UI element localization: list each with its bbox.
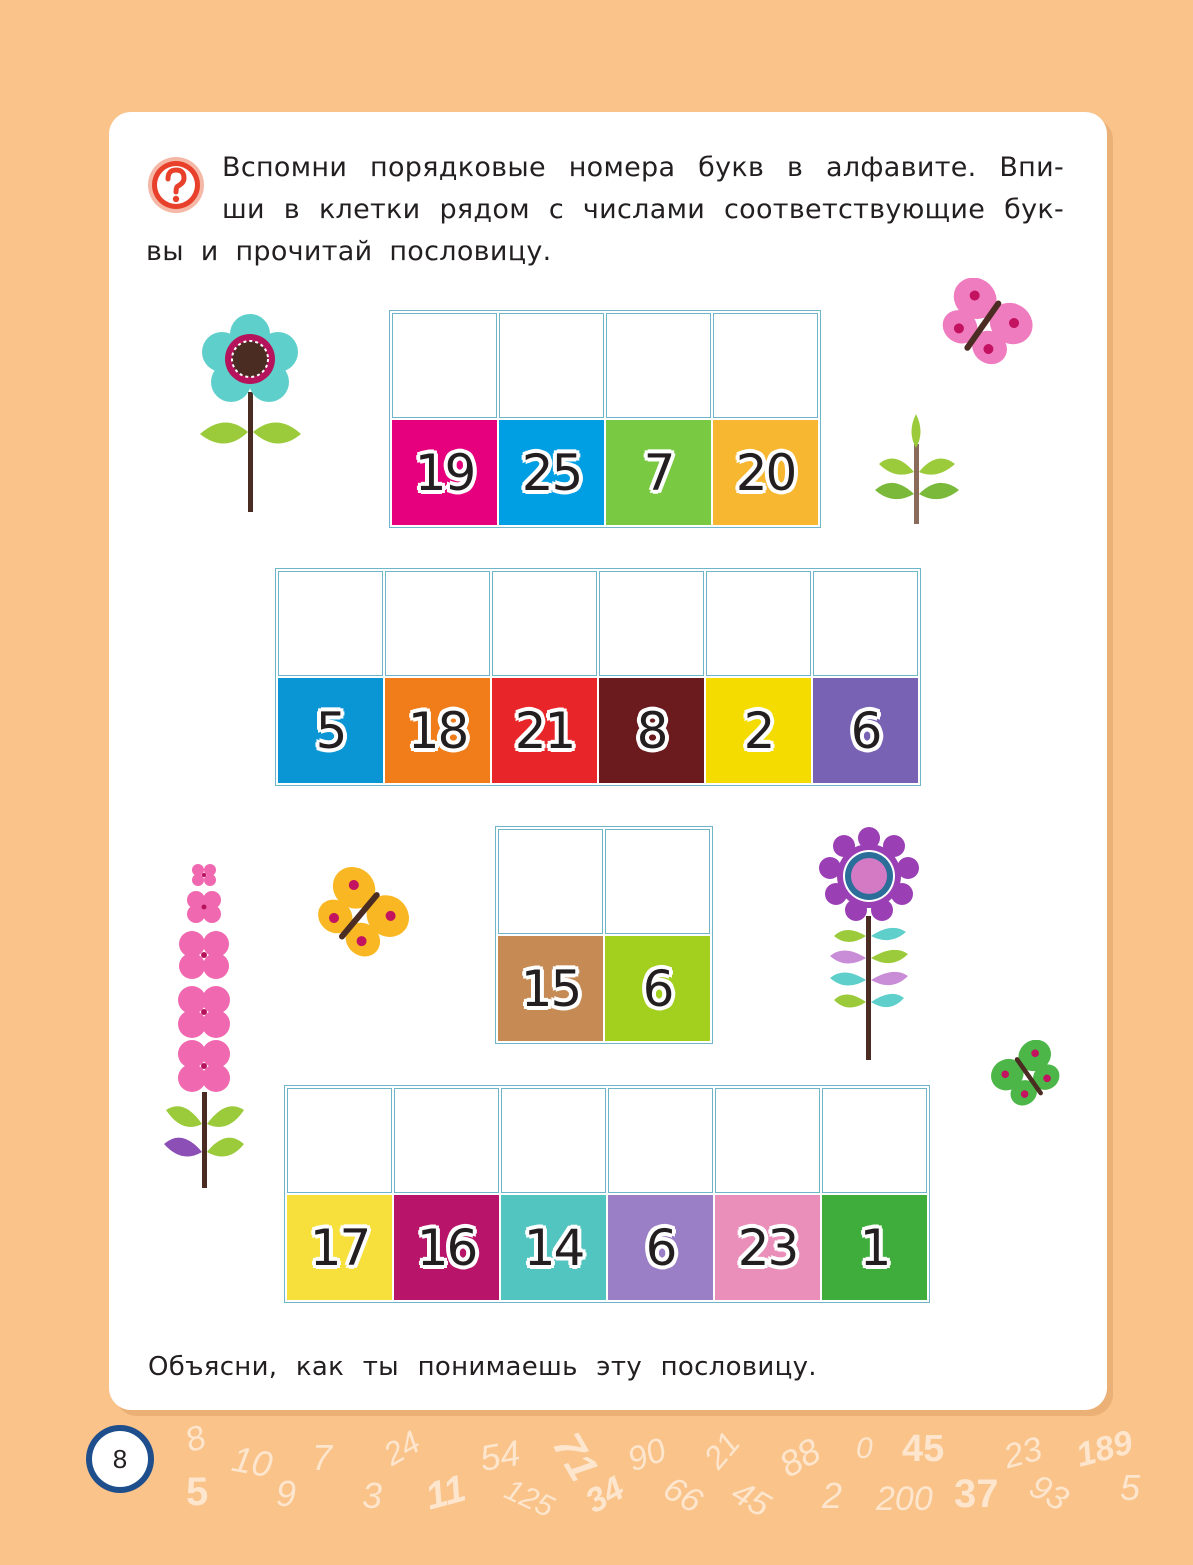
number-cell: 18 [385,678,490,783]
teal-flower-icon [195,312,305,514]
instruction-line-3: вы и прочитай пословицу. [146,236,552,267]
number-cell: 20 [713,420,818,525]
page-number: 8 [92,1431,148,1487]
purple-flower-icon [816,826,922,1062]
bg-number: 9 [276,1473,297,1514]
number-cell: 19 [392,420,497,525]
answer-box[interactable] [599,571,704,676]
answer-box[interactable] [392,313,497,418]
bg-number: 90 [622,1430,672,1480]
puzzle-grid-1 [389,310,821,528]
bg-number: 37 [954,1472,999,1516]
butterfly-icon [988,1040,1068,1110]
answer-box[interactable] [492,571,597,676]
bg-number: 88 [772,1429,828,1486]
puzzle-grid-4 [284,1085,930,1303]
answer-box[interactable] [394,1088,499,1193]
sprout-icon [873,414,961,526]
number-cell: 25 [499,420,604,525]
answer-box[interactable] [713,313,818,418]
instruction-line-2: ши в клетки рядом с числами соответствующие бук- [222,194,1064,225]
puzzle-grid-2 [275,568,921,786]
number-cell: 6 [608,1195,713,1300]
answer-box[interactable] [501,1088,606,1193]
bg-number: 200 [876,1480,933,1518]
bg-number: 5 [1120,1467,1141,1508]
bg-number: 2 [822,1475,843,1516]
answer-box[interactable] [385,571,490,676]
bg-number: 3 [362,1475,383,1516]
number-cell: 6 [605,936,710,1041]
bg-number: 93 [1023,1467,1075,1519]
bg-number: 8 [180,1417,211,1461]
answer-box[interactable] [715,1088,820,1193]
bg-number: 54 [476,1431,524,1480]
number-cell: 6 [813,678,918,783]
bg-number: 66 [657,1469,709,1521]
bg-number: 125 [499,1473,559,1525]
answer-box[interactable] [606,313,711,418]
number-cell: 8 [599,678,704,783]
answer-box[interactable] [605,829,710,934]
bg-number: 23 [999,1429,1047,1477]
bg-number: 189 [1072,1423,1137,1475]
number-cell: 15 [498,936,603,1041]
page-number-badge [86,1425,154,1493]
instruction-text [146,147,1064,273]
answer-box[interactable] [813,571,918,676]
answer-box[interactable] [287,1088,392,1193]
number-cell: 23 [715,1195,820,1300]
answer-box[interactable] [499,313,604,418]
bg-number: 10 [228,1437,276,1486]
answer-box[interactable] [278,571,383,676]
bg-number: 45 [902,1428,945,1470]
number-cell: 2 [706,678,811,783]
number-cell: 1 [822,1195,927,1300]
answer-box[interactable] [498,829,603,934]
bg-number: 71 [543,1424,608,1489]
answer-box[interactable] [822,1088,927,1193]
number-cell: 14 [501,1195,606,1300]
bg-number: 34 [579,1469,631,1521]
bg-number: 7 [312,1437,333,1478]
number-cell: 7 [606,420,711,525]
instruction-line-1: Вспомни порядковые номера букв в алфавите. Впи- [222,152,1064,183]
answer-box[interactable] [608,1088,713,1193]
number-cell: 5 [278,678,383,783]
bg-number: 0 [856,1432,873,1465]
bg-number: 21 [696,1424,748,1476]
butterfly-icon [932,278,1036,370]
puzzle-grid-3 [495,826,713,1044]
number-cell: 21 [492,678,597,783]
answer-box[interactable] [706,571,811,676]
number-cell: 17 [287,1195,392,1300]
bg-number: 24 [377,1423,427,1473]
bg-number: 11 [421,1467,471,1519]
bottom-question-text: Объясни, как ты понимаешь эту пословицу. [148,1352,817,1382]
bg-number: 45 [725,1473,777,1525]
butterfly-icon [308,866,412,964]
pink-stalk-flower-icon [162,862,246,1190]
bg-number: 5 [186,1470,209,1514]
number-cell: 16 [394,1195,499,1300]
